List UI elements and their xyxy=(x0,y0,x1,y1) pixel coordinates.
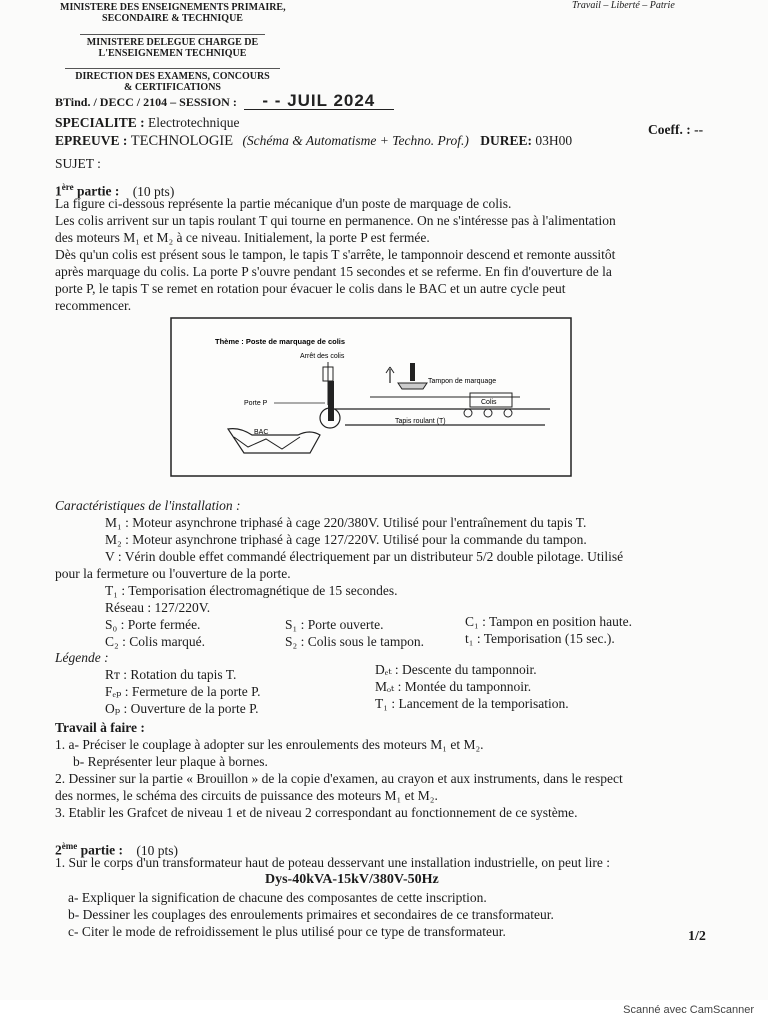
part1-title-sup: ère xyxy=(61,182,74,192)
session-row xyxy=(55,93,394,110)
part1-para-line: porte P, le tapis T se remet en rotation pour évacuer le colis dans le BAC et un autre cycle peut xyxy=(55,281,566,296)
sensor-item: S₁ : Porte ouverte. xyxy=(285,617,384,632)
part2-question: c- Citer le mode de refroidissement le plus utilisé pour ce type de transformateur. xyxy=(68,924,506,939)
camscanner-label: Scanné avec CamScanner xyxy=(623,1004,754,1016)
marking-station-diagram xyxy=(170,317,572,477)
travail-item: des normes, le schéma des circuits de puissance des moteurs M₁ et M₂. xyxy=(55,788,438,803)
legende-item: Fₑₚ : Fermeture de la porte P. xyxy=(105,684,261,699)
figure-label-tampon: Tampon de marquage xyxy=(428,378,497,385)
figure-label-bac: BAC xyxy=(254,429,269,436)
legende-item: Mₒₜ : Montée du tamponnoir. xyxy=(375,679,532,694)
scan-footer xyxy=(0,1000,768,1024)
epreuve-label: EPREUVE : xyxy=(55,133,128,148)
sensor-item: C₁ : Tampon en position haute. xyxy=(465,614,632,629)
epreuve-detail: (Schéma & Automatisme + Techno. Prof.) xyxy=(242,133,469,148)
direction-line-1: DIRECTION DES EXAMENS, CONCOURS xyxy=(75,71,270,82)
legende-item: Dₑₜ : Descente du tamponnoir. xyxy=(375,662,537,677)
coeff: Coeff. : -- xyxy=(648,122,704,137)
caract-line: M₂ : Moteur asynchrone triphasé à cage 127/220V. Utilisé pour la commande du tampon. xyxy=(105,532,587,547)
specialite-value: Electrotechnique xyxy=(148,115,240,130)
epreuve-row xyxy=(55,133,572,149)
delegate-line-1: MINISTERE DELEGUE CHARGE DE xyxy=(86,37,259,48)
figure-label-colis: Colis xyxy=(481,399,497,406)
sujet-label: SUJET : xyxy=(55,156,101,171)
part1-para-line: recommencer. xyxy=(55,298,132,313)
direction-line-2: & CERTIFICATIONS xyxy=(124,82,221,93)
duree-label: DUREE: xyxy=(480,133,533,148)
specialite-row xyxy=(55,115,240,131)
legende-item: T₁ : Lancement de la temporisation. xyxy=(375,696,569,711)
part1-title-rest: partie : xyxy=(73,183,120,199)
legende-title: Légende : xyxy=(55,650,109,665)
part2-points: (10 pts) xyxy=(136,842,178,858)
session-date-stamp: - - JUIL 2024 xyxy=(244,93,394,110)
sensor-item: t₁ : Temporisation (15 sec.). xyxy=(465,631,615,646)
travail-item: b- Représenter leur plaque à bornes. xyxy=(73,754,268,769)
caract-line: Réseau : 127/220V. xyxy=(105,600,211,615)
part1-para-line: après marquage du colis. La porte P s'ouvre pendant 15 secondes et se referme. En fin d'ouverture de la xyxy=(55,264,612,279)
part1-para-line: des moteurs M₁ et M₂ à ce niveau. Initialement, la porte P est fermée. xyxy=(55,230,430,245)
legende-item: Rᴛ : Rotation du tapis T. xyxy=(105,667,237,682)
part1-points: (10 pts) xyxy=(132,183,175,199)
specialite-label: SPECIALITE : xyxy=(55,115,145,130)
sensor-item: S₂ : Colis sous le tampon. xyxy=(285,634,424,649)
caract-line: V : Vérin double effet commandé électriquement par un distributeur 5/2 double pilotage. Utilisé xyxy=(105,549,624,564)
caract-title: Caractéristiques de l'installation : xyxy=(55,498,241,513)
sensor-item: S₀ : Porte fermée. xyxy=(105,617,201,632)
caract-line: M₁ : Moteur asynchrone triphasé à cage 220/380V. Utilisé pour l'entraînement du tapis T. xyxy=(105,515,587,530)
part1-para-line: La figure ci-dessous représente la partie mécanique d'un poste de marquage de colis. xyxy=(55,196,512,211)
part2-title-rest: partie : xyxy=(77,842,123,858)
delegate-line-2: L'ENSEIGNEMEN TECHNIQUE xyxy=(98,48,247,59)
epreuve-value: TECHNOLOGIE xyxy=(130,133,234,149)
ministry-line-2: SECONDAIRE & TECHNIQUE xyxy=(102,13,243,24)
figure-label-tapis: Tapis roulant (T) xyxy=(395,418,446,425)
part1-para-line: Les colis arrivent sur un tapis roulant T qui tourne en permanence. On ne s'intéresse pas à l'alimentation xyxy=(55,213,616,228)
part2-title-sup: ème xyxy=(61,841,78,851)
travail-item: 1. a- Préciser le couplage à adopter sur les enroulements des moteurs M₁ et M₂. xyxy=(55,737,484,752)
caract-line: T₁ : Temporisation électromagnétique de 15 secondes. xyxy=(105,583,398,598)
direction-header xyxy=(65,68,280,93)
caract-line: pour la fermeture ou l'ouverture de la porte. xyxy=(55,566,291,581)
marking-station-figure xyxy=(170,317,572,477)
ministry-line-1: MINISTERE DES ENSEIGNEMENTS PRIMAIRE, xyxy=(60,2,286,13)
figure-label-porte: Porte P xyxy=(244,400,268,407)
legende-item: Oₚ : Ouverture de la porte P. xyxy=(105,701,259,716)
session-label: BTind. / DECC / 2104 – SESSION : xyxy=(55,95,237,109)
transformer-inscription: Dys-40kVA-15kV/380V-50Hz xyxy=(265,872,439,887)
part2-question: b- Dessiner les couplages des enroulements primaires et secondaires de ce transformateur. xyxy=(68,907,554,922)
delegate-header xyxy=(80,34,265,59)
part1-para-line: Dès qu'un colis est présent sous le tampon, le tapis T s'arrête, le tamponnoir descend et remonte aussitôt xyxy=(55,247,616,262)
page-number: 1/2 xyxy=(688,929,706,944)
travail-title: Travail à faire : xyxy=(55,720,145,735)
duree-value: 03H00 xyxy=(535,133,573,148)
sensor-item: C₂ : Colis marqué. xyxy=(105,634,205,649)
travail-item: 3. Etablir les Grafcet de niveau 1 et de niveau 2 correspondant au fonctionnement de ce système. xyxy=(55,805,578,820)
part2-intro: 1. Sur le corps d'un transformateur haut de poteau desservant une installation industrielle, on peut lire : xyxy=(55,855,611,870)
figure-theme: Thème : Poste de marquage de colis xyxy=(215,337,346,346)
part1-title-num: 1 xyxy=(55,183,62,199)
motto: Travail – Liberté – Patrie xyxy=(572,0,675,11)
figure-label-arret: Arrêt des colis xyxy=(300,353,345,360)
travail-item: 2. Dessiner sur la partie « Brouillon » de la copie d'examen, au crayon et aux instruments, dans le respect xyxy=(55,771,623,786)
part2-title-num: 2 xyxy=(55,842,62,858)
part2-question: a- Expliquer la signification de chacune des composantes de cette inscription. xyxy=(68,890,487,905)
ministry-header xyxy=(60,2,285,24)
